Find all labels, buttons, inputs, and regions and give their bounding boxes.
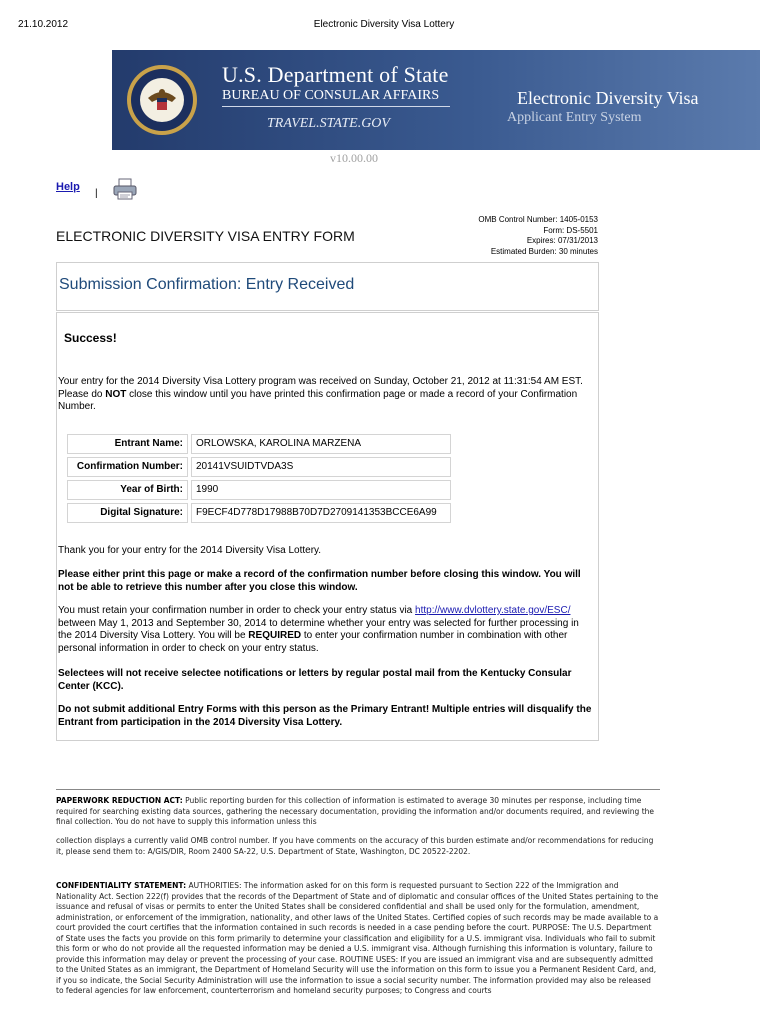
year-of-birth-label: Year of Birth: <box>67 480 188 500</box>
department-title: U.S. Department of State <box>222 62 449 87</box>
entry-details-table <box>64 431 454 526</box>
entrant-name-label: Entrant Name: <box>67 434 188 454</box>
form-heading: ELECTRONIC DIVERSITY VISA ENTRY FORM <box>56 228 355 244</box>
selectees-notice: Selectees will not receive selectee notifications or letters by regular postal mail from the Kentucky Consular Center (KCC). <box>58 668 572 692</box>
paperwork-reduction-act: PAPERWORK REDUCTION ACT: Public reporting burden for this collection of information is estimated to average 30 minutes per response, including time required for searching existing data sources, gathering the necessary documentation, providing the information and/or documents required, and reviewing the final collection. You do not have to supply this information unless this <box>56 796 655 826</box>
omb-expires: Expires: 07/31/2013 <box>526 236 598 245</box>
toolbar-separator: | <box>95 188 98 199</box>
version-label: v10.00.00 <box>330 151 378 165</box>
omb-burden: Estimated Burden: 30 minutes <box>490 246 598 256</box>
table-row <box>67 480 451 500</box>
confirmation-number-label: Confirmation Number: <box>67 457 188 477</box>
app-title: Electronic Diversity Visa <box>517 88 699 108</box>
table-row <box>67 503 451 523</box>
confirmation-body <box>56 312 599 741</box>
confidentiality-statement: CONFIDENTIALITY STATEMENT: AUTHORITIES: The information asked for on this form is requested pursuant to Section 222 of the Immigration and Nationality Act. Section 222(f) provides that the records of the Department of State and of diplomatic and consular offices of the United States pertaining to the issuance and refusal of visas or permits to enter the United States shall be considered confidential and shall be used only for the formulation, amendment, administration, or enforcement of the immigration, nationality, and other laws of the United States. Certified copies of such records may be made available to a court provided the court certifies that the information contained in such records is needed in a case pending before the court. PURPOSE: The U.S. Department of State uses the facts you provide on this form primarily to determine your classification and eligibility for a U.S. immigrant visa. Individuals who fail to submit this form or who do not provide all the requested information may be denied a U.S. immigrant visa. Although furnishing this information is voluntary, failure to provide this information may delay or prevent the processing of your case. ROUTINE USES: If you are issued an immigrant visa and are subsequently admitted to the United States as an immigrant, the Department of Homeland Security will use the information on this form to issue you a Permanent Resident Card, and, if you so indicate, the Social Security Administration will use the information to issue a social security number. The information provided may also be released to federal agencies for law enforcement, counterterrorism and homeland security purposes; to Congress and courts <box>56 881 659 995</box>
app-subtitle: Applicant Entry System <box>507 110 642 125</box>
year-of-birth-value: 1990 <box>191 480 451 500</box>
table-row <box>67 434 451 454</box>
omb-form-number: Form: DS-5501 <box>543 225 598 235</box>
digital-signature-value: F9ECF4D778D17988B70D7D2709141353BCCE6A99 <box>191 503 451 523</box>
bureau-title: BUREAU OF CONSULAR AFFAIRS <box>222 88 450 107</box>
omb-info <box>430 215 598 257</box>
confirmation-title: Submission Confirmation: Entry Received <box>59 276 355 293</box>
esc-link[interactable]: http://www.dvlottery.state.gov/ESC/ <box>415 605 571 616</box>
confirmation-number-value: 20141VSUIDTVDA3S <box>191 457 451 477</box>
department-seal-icon <box>126 64 198 136</box>
print-icon[interactable] <box>112 177 138 201</box>
print-date: 21.10.2012 <box>18 19 69 30</box>
entrant-name-value: ORLOWSKA, KAROLINA MARZENA <box>191 434 451 454</box>
retain-paragraph: You must retain your confirmation number in order to check your entry status via http://www.dvlottery.state.gov/ESC/ between May 1, 2013 and September 30, 2014 to determine whether your entry was selected for further processing in the 2014 Diversity Visa Lottery. You will be REQUIRED to enter your confirmation number in combination with other personal information in order to check on your entry status. <box>58 605 579 654</box>
thanks-paragraph: Thank you for your entry for the 2014 Diversity Visa Lottery. <box>58 545 322 556</box>
print-warning: Please either print this page or make a record of the confirmation number before closing this window. You will not be able to retrieve this number after you close this window. <box>58 569 581 593</box>
table-row <box>67 457 451 477</box>
paperwork-reduction-act-continued: collection displays a currently valid OMB control number. If you have comments on the accuracy of this burden estimate and/or recommendations for reducing it, please send them to: A/GIS/DIR, Room 2400 SA-22, U.S. Department of State, Washington, DC 20522-2202. <box>56 836 654 856</box>
intro-paragraph: Your entry for the 2014 Diversity Visa Lottery program was received on Sunday, October 21, 2012 at 11:31:54 AM EST. Please do NOT close this window until you have printed this confirmation page or made a record of your Confirmation Number. <box>58 376 583 412</box>
help-link[interactable]: Help <box>56 181 80 193</box>
travel-state-gov: TRAVEL.STATE.GOV <box>267 116 390 131</box>
digital-signature-label: Digital Signature: <box>67 503 188 523</box>
omb-control-number: OMB Control Number: 1405-0153 <box>478 215 598 224</box>
confirmation-title-box <box>56 262 599 311</box>
print-title: Electronic Diversity Visa Lottery <box>313 19 455 30</box>
header-banner <box>112 50 760 150</box>
print-header <box>0 0 768 36</box>
multiple-entries-warning: Do not submit additional Entry Forms with this person as the Primary Entrant! Multiple entries will disqualify the Entrant from participation in the 2014 Diversity Visa Lottery. <box>58 704 592 728</box>
success-heading: Success! <box>64 331 117 345</box>
footer-divider <box>56 789 660 790</box>
